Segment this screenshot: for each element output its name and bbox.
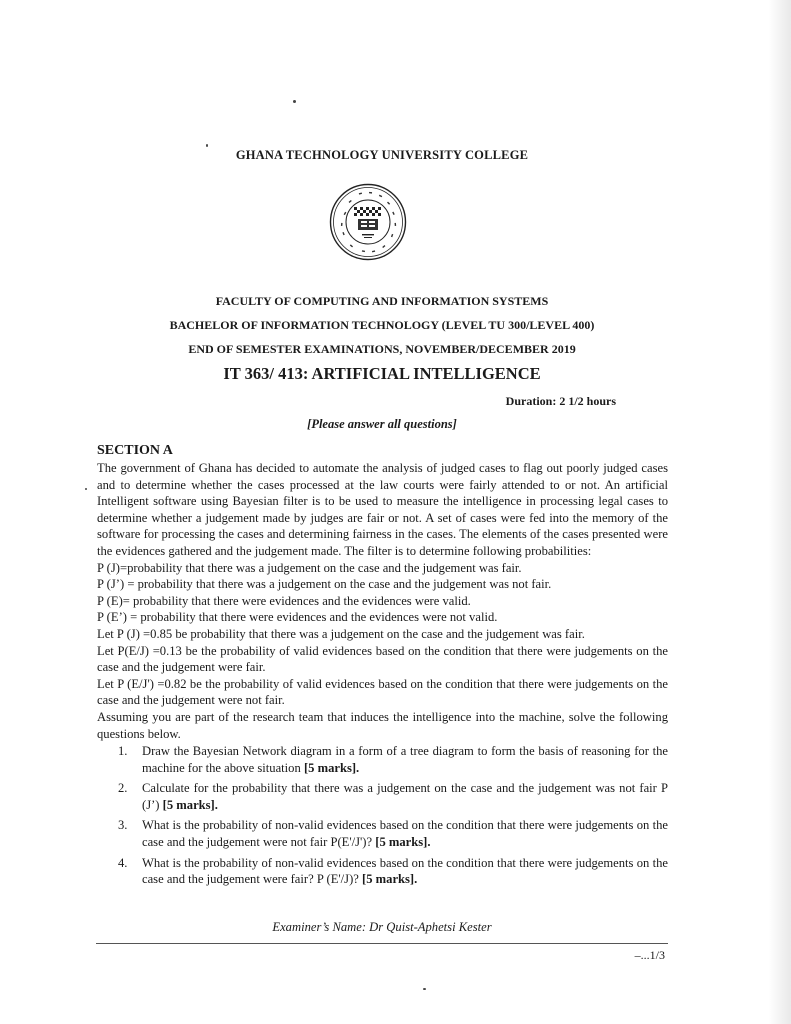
intro-paragraph: The government of Ghana has decided to automate the analysis of judged cases to flag out poorly judged cases and to determine whether the cases processed at the law courts were fairly attended to or not. An artificial Intelligent software using Bayesian filter is to be used to measure the intelligence in processing legal cases to determine whether a judgement made by judges are fair or not. A set of cases were fed into the memory of the software for processing the cases and determining fairness in the cases. The elements of the cases presented were the evidences gathered and the judgement made. The filter is to determine following probabilities:	[97, 461, 668, 558]
question-marks: [5 marks].	[375, 835, 431, 850]
exam-duration: Duration: 2 1/2 hours	[505, 394, 616, 408]
question-item	[97, 855, 668, 888]
question-text: Draw the Bayesian Network diagram in a form of a tree diagram to form the basis of reasoning for the machine for the above situation	[142, 744, 668, 775]
question-number: 1.	[118, 744, 128, 759]
question-marks: [5 marks].	[162, 797, 218, 812]
question-item	[97, 780, 668, 813]
question-item	[97, 817, 668, 850]
scan-speck	[206, 144, 208, 147]
programme-name: BACHELOR OF INFORMATION TECHNOLOGY (LEVEL TU 300/LEVEL 400)	[169, 318, 595, 332]
university-logo	[329, 183, 407, 261]
given-value: Let P (E/J') =0.82 be the probability of valid evidences based on the condition that there were judgements on the case and the judgement were not fair.	[97, 676, 668, 708]
question-text: What is the probability of non-valid evidences based on the condition that there were judgements on the case and the judgement were fair? P (E'/J)?	[142, 855, 668, 887]
scan-speck	[85, 488, 87, 490]
definition-line: P (E’) = probability that there were evidences and the evidences were not valid.	[97, 610, 498, 625]
page-number: –...1/3	[634, 948, 665, 962]
definition-line: P (E)= probability that there were evidences and the evidences were valid.	[97, 593, 471, 608]
university-name: GHANA TECHNOLOGY UNIVERSITY COLLEGE	[235, 148, 529, 162]
faculty-name: FACULTY OF COMPUTING AND INFORMATION SYSTEMS	[215, 294, 549, 308]
given-value: Let P(E/J) =0.13 be the probability of valid evidences based on the condition that there were judgements on the case and the judgement were fair.	[97, 643, 668, 675]
examiner-name: Examiner’s Name: Dr Quist-Aphetsi Kester	[272, 920, 492, 934]
question-number: 2.	[118, 781, 128, 796]
question-number: 3.	[118, 818, 128, 833]
assumption-paragraph: Assuming you are part of the research team that induces the intelligence into the machine, solve the following questions below.	[97, 709, 668, 741]
scan-speck	[293, 100, 296, 103]
question-marks: [5 marks].	[303, 760, 360, 775]
question-number: 4.	[118, 855, 128, 870]
question-text: Calculate for the probability that there was a judgement on the case and the judgement was not fair P (J’)	[142, 781, 668, 812]
scan-edge-shadow	[769, 0, 791, 1024]
section-heading: SECTION A	[97, 443, 173, 458]
given-value: Let P (J) =0.85 be probability that there was a judgement on the case and the judgement was fair.	[97, 626, 585, 641]
course-title: IT 363/ 413: ARTIFICIAL INTELLIGENCE	[223, 364, 541, 383]
section-body	[97, 460, 668, 892]
question-marks: [5 marks].	[362, 872, 418, 887]
question-item	[97, 743, 668, 776]
question-list	[97, 743, 668, 888]
exam-instruction: [Please answer all questions]	[307, 417, 457, 431]
question-text: What is the probability of non-valid evidences based on the condition that there were judgements on the case and the judgement were not fair P(E'/J')?	[142, 818, 668, 850]
scan-speck	[423, 988, 426, 990]
exam-title: END OF SEMESTER EXAMINATIONS, NOVEMBER/DECEMBER 2019	[188, 342, 576, 356]
footer-divider	[96, 943, 668, 944]
definition-line: P (J’) = probability that there was a judgement on the case and the judgement was not fair.	[97, 577, 552, 592]
definition-line: P (J)=probability that there was a judgement on the case and the judgement was fair.	[97, 560, 522, 575]
